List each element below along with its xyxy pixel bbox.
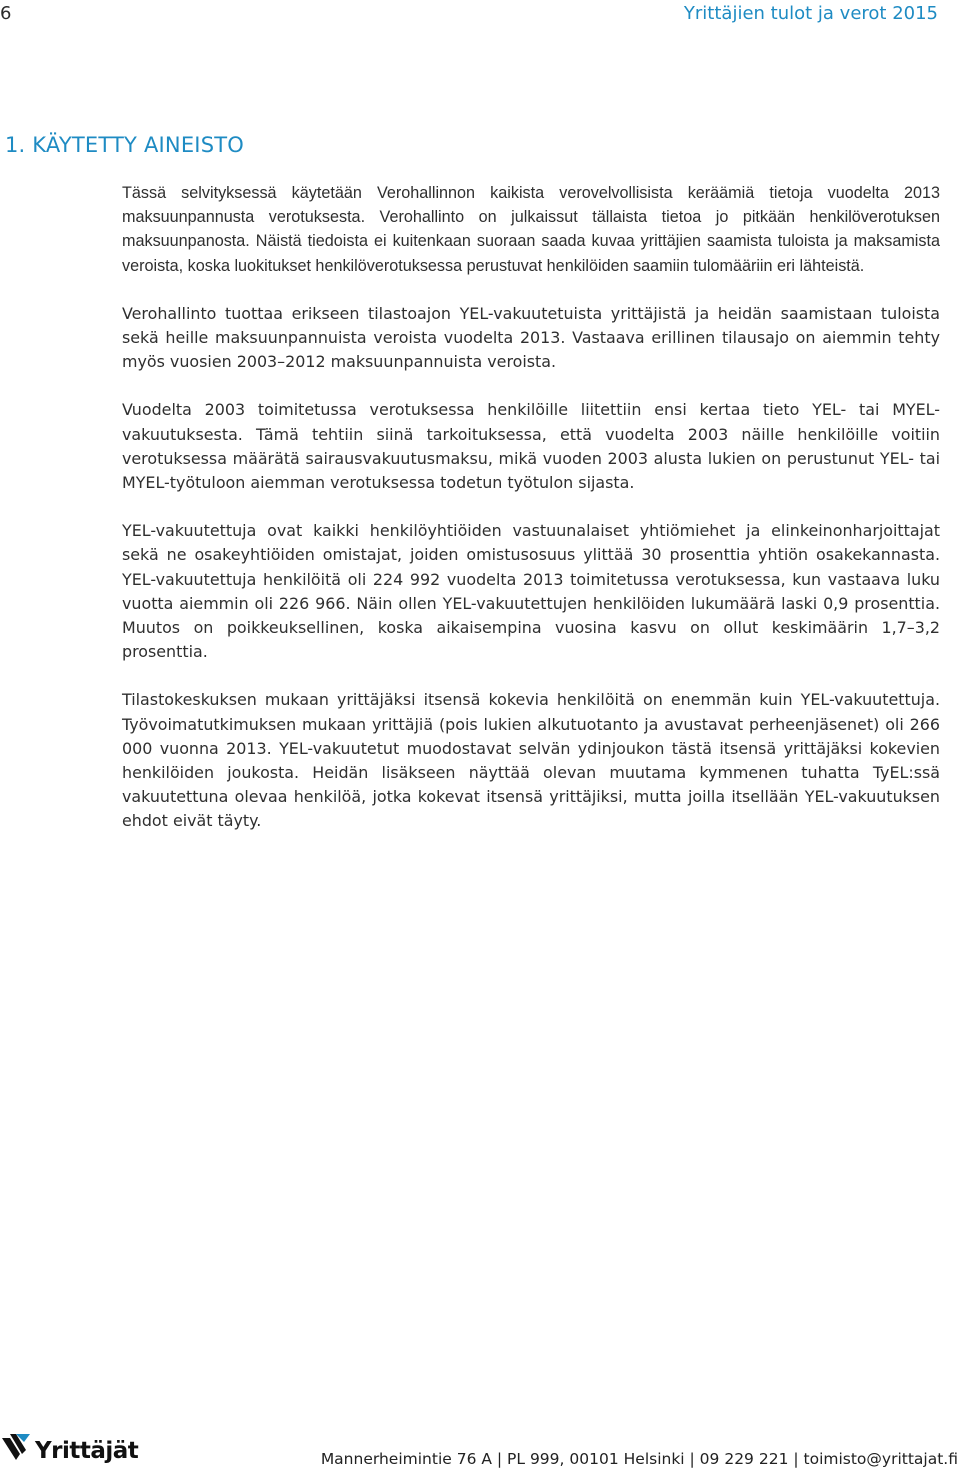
footer-contact: Mannerheimintie 76 A | PL 999, 00101 Helsinki | 09 229 221 | toimisto@yrittajat.fi — [320, 1450, 958, 1468]
paragraph-4: YEL-vakuutettuja ovat kaikki henkilöyhtiöiden vastuunalaiset yhtiömiehet ja elinkeinonharjoittajat sekä ne osakeyhtiöiden omistajat, joiden omistusosuus ylittää 30 prosenttia yhtiön osakekannasta. YEL-vakuutettuja henkilöitä oli 224 992 vuodelta 2013 toimitetussa verotuksessa, kun vastaava luku vuotta aiemmin oli 226 966. Näin ollen YEL-vakuutettujen henkilöiden lukumäärä laski 0,9 prosenttia. Muutos on poikkeuksellinen, koska aikaisempina vuosina kasvu on ollut keskimäärin 1,7–3,2 prosenttia. — [122, 521, 940, 662]
page-number: 6 — [0, 3, 12, 24]
paragraph-2: Verohallinto tuottaa erikseen tilastoajon YEL-vakuutetuista yrittäjistä ja heidän saamistaan tuloista sekä heille maksuunpannuista veroista vuodelta 2013. Vastaava erillinen tilausajo on aiemmin tehty myös vuosien 2003–2012 maksuunpannuista veroista. — [122, 303, 940, 372]
section-heading: 1. KÄYTETTY AINEISTO — [5, 133, 244, 157]
paragraph-5: Tilastokeskuksen mukaan yrittäjäksi itsensä kokevia henkilöitä on enemmän kuin YEL-vakuutettuja. Työvoimatutkimuksen mukaan yrittäjiä (pois lukien alkutuotanto ja avustavat perheenjäsenet) oli 266 000 vuonna 2013. YEL-vakuutetut muodostavat selvän ydinjoukon tästä itsensä yrittäjäksi kokevien henkilöiden joukosta. Heidän lisäkseen näyttää olevan muutama kymmenen tuhatta TyEL:ssä vakuutettuna olevaa henkilöä, jotka kokevat itsensä yrittäjiksi, mutta joilla itsellään YEL-vakuutuksen ehdot eivät täyty. — [122, 690, 940, 831]
paragraph-1: Tässä selvityksessä käytetään Verohallinnon kaikista verovelvollisista keräämiä tietoja vuodelta 2013 maksuunpannusta verotuksesta. Verohallinto on julkaissut tällaista tietoa jo pitkään henkilöverotuksen maksuunpanosta. Näistä tiedoista ei kuitenkaan suoraan saada kuvaa yrittäjien saamista tuloista ja maksamista veroista, koska luokitukset henkilöverotuksessa perustuvat henkilöiden saamiin tulomääriin eri lähteistä. — [122, 184, 940, 275]
chevron-logo-icon — [2, 1432, 32, 1466]
running-title: Yrittäjien tulot ja verot 2015 — [683, 3, 938, 24]
logo-wordmark: Yrittäjät — [35, 1438, 139, 1464]
yrittajat-logo — [2, 1432, 138, 1466]
body-text — [122, 181, 940, 858]
paragraph-3: Vuodelta 2003 toimitetussa verotuksessa henkilöille liitettiin ensi kertaa tieto YEL- tai MYEL-vakuutuksesta. Tämä tehtiin siinä tarkoituksessa, että vuodelta 2003 näille henkilöille voitiin verotuksessa määrätä sairausvakuutusmaksu, mikä vuoden 2003 alusta lukien on perustunut YEL- tai MYEL-työtuloon aiemman verotuksessa todetun työtulon sijasta. — [122, 400, 940, 493]
